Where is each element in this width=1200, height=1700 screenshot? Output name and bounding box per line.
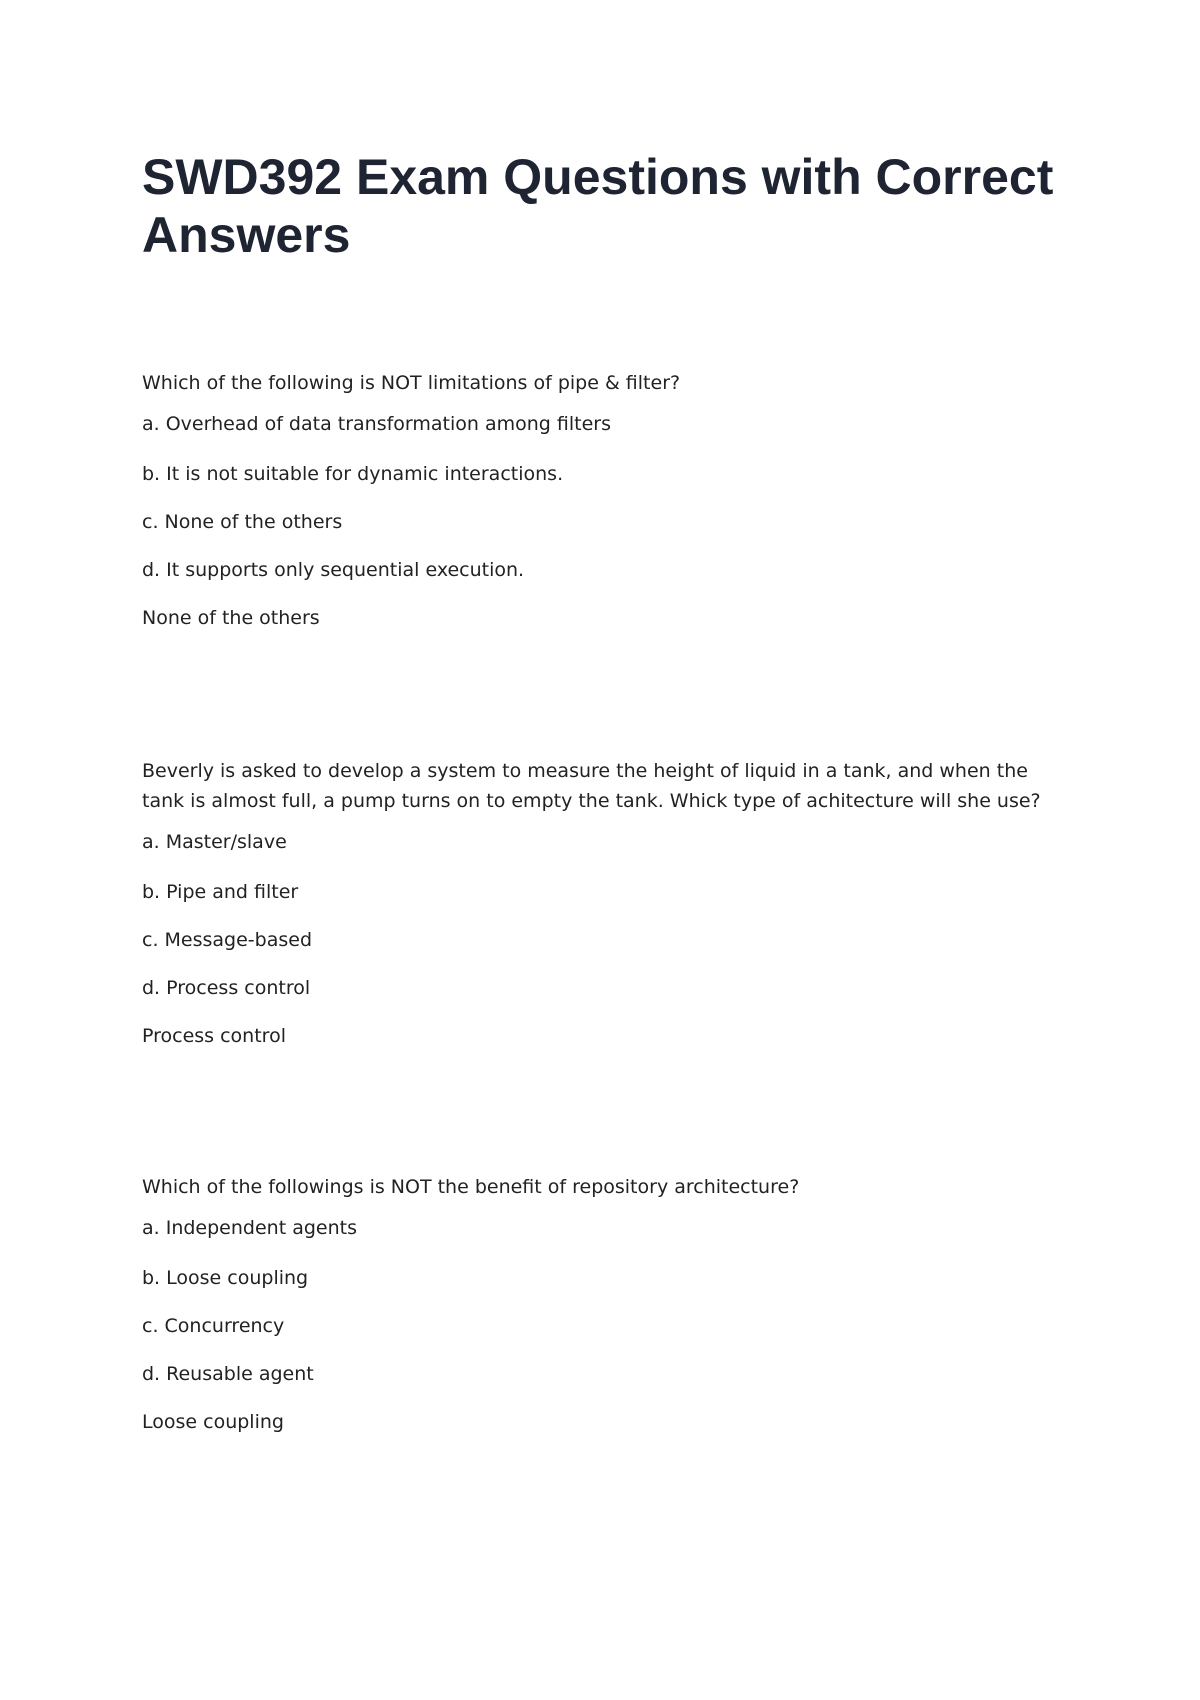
question-block xyxy=(142,756,1042,1060)
correct-answer: None of the others xyxy=(142,607,320,629)
option-b: b. It is not suitable for dynamic interactions. xyxy=(142,463,564,485)
option-a: a. Master/slave xyxy=(142,831,287,853)
question-text: Which of the followings is NOT the benefit of repository architecture? xyxy=(142,1176,800,1198)
question-block xyxy=(142,1172,1042,1446)
option-d: d. It supports only sequential execution. xyxy=(142,559,525,581)
option-d: d. Reusable agent xyxy=(142,1363,314,1385)
correct-answer: Process control xyxy=(142,1025,286,1047)
option-c: c. Message-based xyxy=(142,929,313,951)
question-text: Which of the following is NOT limitations of pipe & filter? xyxy=(142,372,681,394)
correct-answer: Loose coupling xyxy=(142,1411,284,1433)
option-b: b. Loose coupling xyxy=(142,1267,309,1289)
page-title: SWD392 Exam Questions with Correct Answers xyxy=(142,149,1054,263)
question-block xyxy=(142,368,1042,642)
option-c: c. None of the others xyxy=(142,511,343,533)
option-a: a. Overhead of data transformation among filters xyxy=(142,413,611,435)
option-d: d. Process control xyxy=(142,977,311,999)
option-b: b. Pipe and filter xyxy=(142,881,299,903)
option-c: c. Concurrency xyxy=(142,1315,285,1337)
option-a: a. Independent agents xyxy=(142,1217,357,1239)
question-text: Beverly is asked to develop a system to measure the height of liquid in a tank, and when the tank is almost full, a pump turns on to empty the tank. Whick type of achitecture will she use? xyxy=(142,760,1041,812)
